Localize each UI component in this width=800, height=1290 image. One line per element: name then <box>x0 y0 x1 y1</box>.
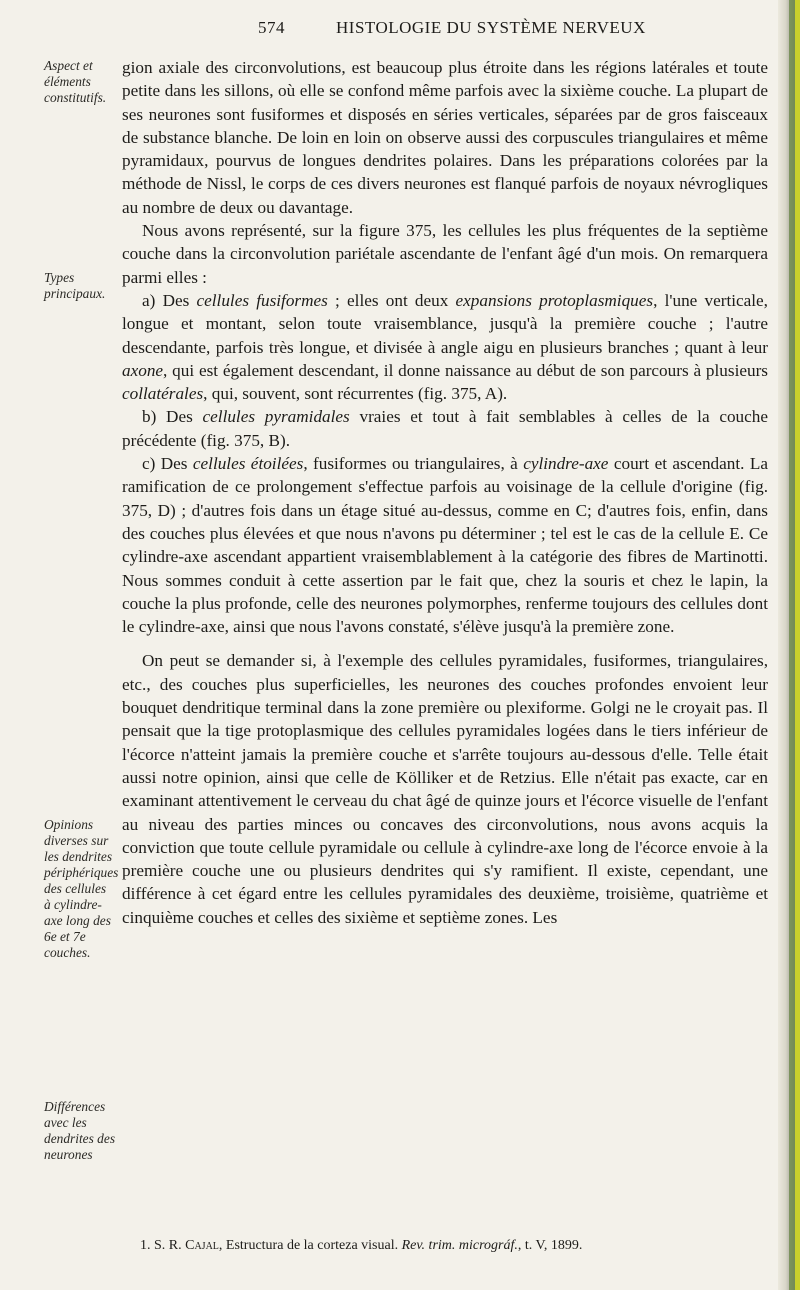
p5-mid1: , fusiformes ou triangulaires, à <box>303 454 524 474</box>
footnote-journal: Rev. trim. micrográf. <box>401 1238 518 1253</box>
paragraph-5 <box>122 452 768 638</box>
paragraph-6: On peut se demander si, à l'exemple des cellules pyramidales, fusiformes, triangulaires, etc., des couches plus superficielles, les neurones des couches profondes envoient leur bouquet dendritique terminal dans la zone première ou plexiforme. Golgi ne le croyait pas. Il pensait que la tige protoplasmique des cellules pyramidales logées dans le tiers inférieur de l'écorce n'atteint jamais la première couche et s'arrête toujours au-dessous d'elle. Telle était aussi notre opinion, ainsi que celle de Kölliker et de Retzius. Elle n'était pas exacte, car en examinant attentivement le cerveau du chat âgé de quinze jours et l'écorce visuelle de l'enfant au niveau des parties minces ou concaves des circonvolutions, nous avons acquis la conviction que toute cellule pyramidale ou cellule à cylindre-axe long de l'écorce envoie à la première couche une ou plusieurs dendrites qui s'y ramifient. Il existe, cependant, une différence à cet égard entre les cellules pyramidales des deuxième, troisième, quatrième et cinquième couches et celles des sixième et septième zones. Les <box>122 651 768 927</box>
paragraph-3 <box>122 289 768 405</box>
p5-term2: cylindre-axe <box>523 454 609 474</box>
p5-lead: c) Des <box>142 454 193 474</box>
page-edge-stripe <box>795 0 800 1290</box>
footnote-tail: , t. V, 1899. <box>517 1238 583 1253</box>
paragraph-2: Nous avons représenté, sur la figure 375, les cellules les plus fréquentes de la septième couche dans la circonvolution pariétale ascendante de l'enfant âgé d'un mois. On remarquera parmi elles : <box>122 221 768 287</box>
p3-mid1: ; elles ont deux <box>327 290 456 310</box>
footnote-author: S. R. Cajal, <box>154 1238 223 1253</box>
main-text <box>122 56 768 929</box>
p3-mid3: , qui est également descendant, il donne naissance au début de son parcours à plusieurs <box>163 360 768 380</box>
p3-term2: expansions protoplasmiques <box>455 290 654 310</box>
p5-term: cellules étoilées <box>192 454 304 474</box>
running-header <box>0 12 800 42</box>
margin-note-aspect: Aspect et éléments constitutifs. <box>44 58 107 105</box>
p3-term: cellules fusiformes <box>196 290 328 310</box>
footnote-title: Estructura de la corteza visual. <box>222 1238 402 1253</box>
margin-note-differences: Différences avec les dendrites des neurones <box>44 1099 116 1162</box>
p4-term: cellules pyramidales <box>202 407 350 427</box>
page-number: 574 <box>258 18 285 37</box>
p4-tail: vraies et tout à fait semblables à celles de la couche précédente (fig. 375, B). <box>122 407 768 450</box>
p3-tail: , qui, souvent, sont récurrentes (fig. 375, A). <box>203 384 508 404</box>
footnote-number: 1. <box>140 1238 151 1253</box>
p3-lead: a) Des <box>142 290 197 310</box>
p3-mid2: , l'une verticale, longue et montant, selon toute vraisemblance, jusqu'à la première couche ; l'autre descendante, parfois très longue, et divisée à angle aigu en plusieurs branches ; quant à leur <box>122 290 768 357</box>
p3-term3: axone <box>122 360 164 380</box>
footnote <box>140 1237 780 1255</box>
margin-note-opinions: Opinions diverses sur les dendrites périphériques des cellules à cylindre-axe long des 6e et 7e couches. <box>44 817 119 960</box>
paragraph-4 <box>122 405 768 452</box>
p5-tail: court et ascendant. La ramification de ce prolongement s'effectue parfois au voisinage de la cellule d'origine (fig. 375, D) ; d'autres fois dans un étage situé au-dessus, comme en C; d'autres fois, enfin, dans des couches plus élevées et que nous n'avons pu déterminer ; tel est le cas de la cellule E. Ce cylindre-axe ascendant appartient vraisemblablement à la catégorie des fibres de Martinotti. Nous sommes conduit à cette assertion par le fait que, chez la souris et chez le lapin, la couche la plus profonde, celle des neurones polymorphes, renferme toujours des cellules dont le cylindre-axe, ainsi que nous l'avons constaté, s'élève jusqu'à la première zone. <box>122 454 768 637</box>
paragraph-1: gion axiale des circonvolutions, est beaucoup plus étroite dans les régions latérales et toute petite dans les sillons, où elle se confond même parfois avec la sixième couche. La plupart de ses neurones sont fusiformes et disposés en séries verticales, séparées par de gros faisceaux de substance blanche. De loin en loin on observe aussi des corpuscules triangulaires et même pyramidaux, pourvus de longues dendrites polaires. Dans les préparations colorées par la méthode de Nissl, le corps de ces divers neurones est flanqué parfois de noyaux névrogliques au nombre de deux ou davantage. <box>122 58 768 217</box>
p4-lead: b) Des <box>142 407 203 427</box>
margin-note-types: Types principaux. <box>44 270 106 301</box>
p3-term4: collatérales <box>122 384 204 404</box>
running-title: HISTOLOGIE DU SYSTÈME NERVEUX <box>336 18 646 37</box>
